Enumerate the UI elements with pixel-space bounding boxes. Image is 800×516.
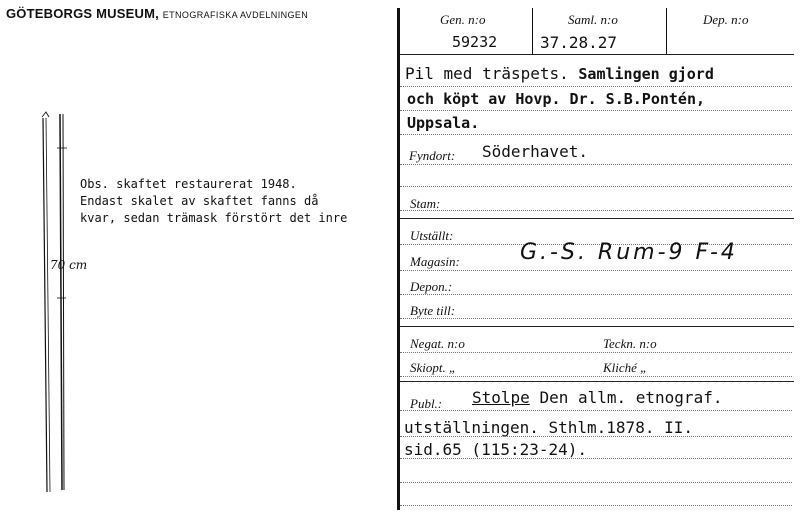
publ-line-1: Stolpe Den allm. etnograf.: [472, 388, 723, 407]
negat-label: Negat. n:o: [410, 336, 465, 351]
ruling-9: [400, 294, 792, 295]
ruling-6: [400, 210, 792, 211]
saml-number-value: 37.28.27: [540, 33, 618, 52]
ruling-4: [400, 164, 792, 165]
publ-label: Publ.:: [410, 396, 443, 411]
description-line-2: och köpt av Hovp. Dr. S.B.Pontén,: [407, 90, 706, 108]
number-divider-1: [532, 8, 533, 54]
ruling-1: [400, 86, 792, 87]
museum-name: GÖTEBORGS MUSEUM,: [6, 6, 159, 21]
rule-above-publication: [400, 381, 794, 382]
fyndort-value: Söderhavet.: [482, 142, 588, 161]
ruling-2: [400, 110, 792, 111]
teckn-label: Teckn. n:o: [603, 336, 657, 351]
ruling-16: [400, 482, 792, 483]
kliche-label: Kliché „: [603, 360, 648, 375]
ruling-17: [400, 505, 792, 506]
rule-above-images: [400, 326, 794, 327]
rule-above-storage: [400, 218, 794, 219]
stam-label: Stam:: [410, 196, 441, 211]
magasin-label: Magasin:: [410, 254, 460, 269]
note-line-3: kvar, sedan trämask förstört det inre: [80, 211, 348, 225]
byte-label: Byte till:: [410, 303, 456, 318]
ruling-5: [400, 186, 792, 187]
rule-under-numbers: [400, 54, 794, 55]
museum-header: [6, 6, 308, 21]
ruling-8: [400, 270, 792, 271]
scale-mark: 70 cm: [50, 258, 88, 272]
card-divider: [397, 8, 400, 510]
ruling-14: [400, 436, 792, 437]
arrow-drawing: [30, 110, 80, 500]
dep-number-label: Dep. n:o: [703, 12, 749, 27]
description-line-3: Uppsala.: [407, 114, 480, 132]
note-line-2: Endast skalet av skaftet fanns då: [80, 194, 319, 208]
utstallt-label: Utställt:: [410, 228, 454, 243]
skiopt-label: Skiopt. „: [410, 360, 457, 375]
publ-line-2: utställningen. Sthlm.1878. II.: [404, 418, 693, 437]
arrow-point-right-edge: [63, 114, 64, 490]
publ-line-3: sid.65 (115:23-24).: [404, 440, 588, 459]
description-line-1: Pil med träspets. Samlingen gjord: [405, 64, 714, 83]
fyndort-label: Fyndort:: [409, 148, 456, 163]
ruling-15: [400, 458, 792, 459]
magasin-value: G.-S. Rum-9 F-4: [520, 240, 738, 265]
ruling-10: [400, 318, 792, 319]
gen-number-label: Gen. n:o: [440, 12, 486, 27]
department-name: ETNOGRAFISKA AVDELNINGEN: [162, 10, 309, 20]
ruling-11: [400, 352, 792, 353]
number-divider-2: [666, 8, 667, 54]
ruling-12: [400, 376, 792, 377]
ruling-13: [400, 410, 792, 411]
saml-number-label: Saml. n:o: [568, 12, 618, 27]
ruling-3: [400, 134, 792, 135]
note-line-1: Obs. skaftet restaurerat 1948.: [80, 177, 297, 191]
arrow-point-left-edge: [60, 114, 62, 490]
gen-number-value: 59232: [452, 33, 498, 51]
restoration-note: [80, 176, 347, 227]
depon-label: Depon.:: [410, 279, 453, 294]
